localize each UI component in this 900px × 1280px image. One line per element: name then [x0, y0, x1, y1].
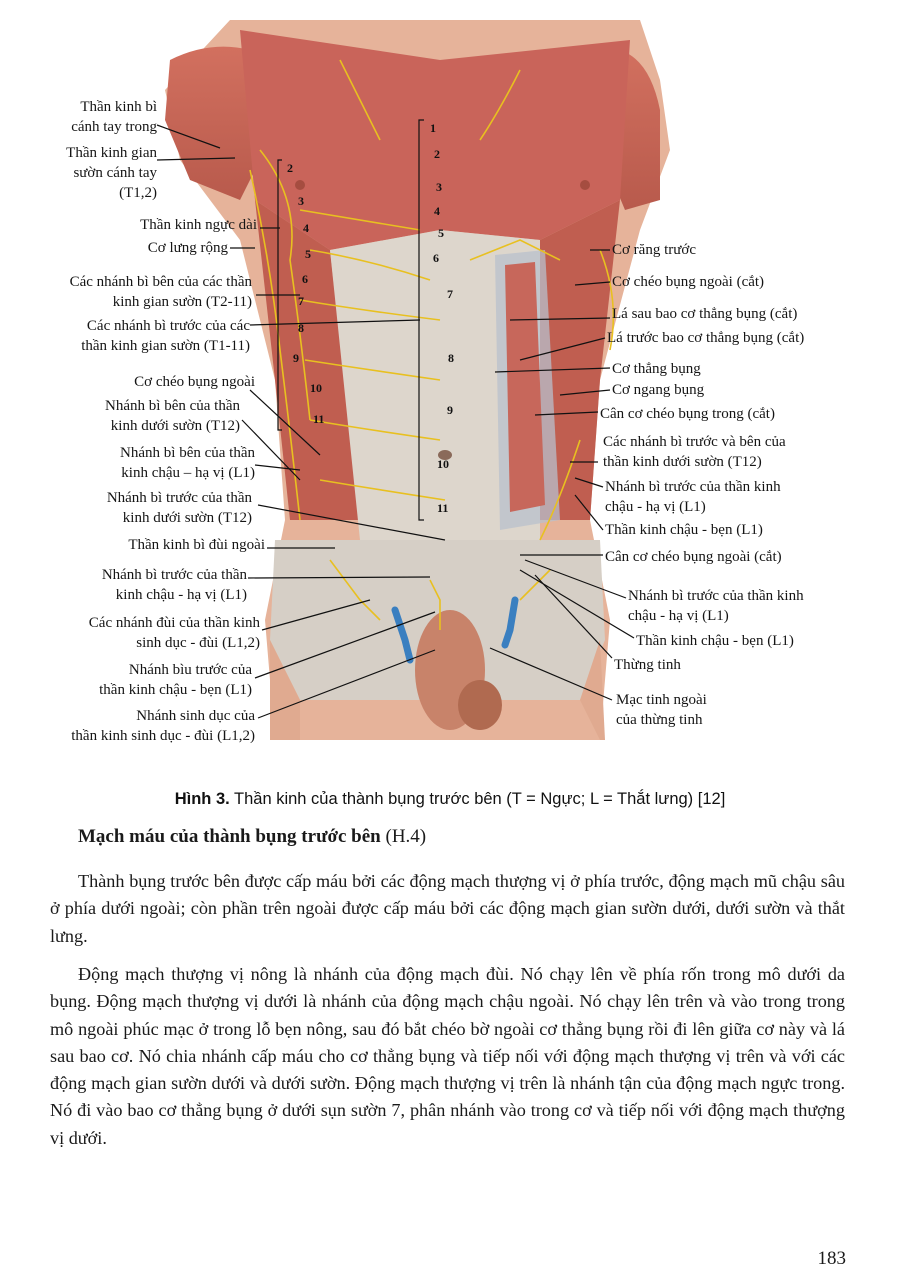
label-line: Nhánh bì trước của thần: [101, 567, 247, 583]
label-line: Thần kinh ngực dài: [140, 217, 257, 233]
right-label-3: [612, 304, 797, 324]
label-line: Nhánh bìu trước của: [128, 662, 252, 678]
label-line: Thần kinh chậu - bẹn (L1): [605, 522, 763, 538]
right-label-8: [603, 432, 786, 472]
center-segment-number: 11: [437, 501, 449, 515]
label-line: kinh dưới sườn (T12): [110, 418, 240, 434]
label-line: Nhánh bì trước của thần: [106, 490, 252, 506]
left-label-11: [128, 535, 265, 555]
paragraph-1: Thành bụng trước bên được cấp máu bởi các động mạch thượng vị ở phía trước, động mạch mũ chậu sâu ở phía dưới ngoài; còn phần trên ngoài được cấp máu bởi các động mạch gian sườn dưới, dưới sườn và thắt lưng.: [50, 871, 845, 946]
label-line: Các nhánh bì trước của các: [86, 318, 250, 334]
right-label-2: [612, 272, 764, 292]
center-segment-number: 3: [436, 180, 442, 194]
label-line: Cơ thẳng bụng: [612, 361, 701, 377]
left-label-13: [89, 613, 260, 653]
label-line: Cơ lưng rộng: [147, 240, 228, 256]
left-label-1: [71, 97, 157, 137]
caption-label: Hình 3.: [174, 790, 230, 808]
left-label-10: [107, 488, 252, 528]
label-line: Thần kinh bì: [80, 99, 157, 115]
label-line: Các nhánh bì bên của các thần: [69, 274, 252, 290]
label-line: Thần kinh gian: [66, 145, 157, 161]
label-line: (T1,2): [119, 185, 157, 201]
center-segment-number: 2: [434, 147, 440, 161]
label-line: Các nhánh bì trước và bên của: [603, 434, 786, 450]
center-segment-number: 4: [434, 204, 440, 218]
label-line: chậu - hạ vị (L1): [628, 608, 729, 624]
left-label-15: [71, 706, 255, 746]
label-line: Nhánh sinh dục của: [136, 708, 255, 724]
right-label-12: [628, 586, 804, 626]
label-line: thần kinh sinh dục - đùi (L1,2): [71, 728, 255, 744]
left-label-8: [105, 396, 240, 436]
label-line: Cơ chéo bụng ngoài (cắt): [612, 274, 765, 290]
left-label-9: [120, 443, 255, 483]
label-line: kinh dưới sườn (T12): [122, 510, 252, 526]
label-line: Các nhánh đùi của thần kinh: [88, 615, 260, 631]
left-label-5: [70, 272, 252, 312]
label-line: sườn cánh tay: [73, 165, 157, 181]
center-segment-number: 10: [437, 457, 449, 471]
right-label-9: [605, 477, 781, 517]
right-label-1: [612, 240, 696, 260]
right-label-15: [616, 690, 707, 730]
label-line: thần kinh chậu - bẹn (L1): [99, 682, 252, 698]
label-line: chậu - hạ vị (L1): [605, 499, 706, 515]
label-line: Cơ răng trước: [612, 242, 696, 258]
label-line: kinh chậu – hạ vị (L1): [121, 465, 255, 481]
left-segment-number: 2: [287, 161, 293, 175]
left-segment-number: 10: [310, 381, 322, 395]
left-segment-number: 6: [302, 272, 308, 286]
label-line: Thần kinh bì đùi ngoài: [128, 537, 265, 553]
label-line: Cân cơ chéo bụng trong (cắt): [600, 406, 775, 422]
figure-caption: [0, 790, 900, 809]
right-label-7: [600, 404, 775, 424]
label-line: Cơ ngang bụng: [612, 382, 705, 398]
left-segment-number: 9: [293, 351, 299, 365]
center-segment-number: 8: [448, 351, 454, 365]
right-label-10: [605, 520, 763, 540]
label-line: Lá trước bao cơ thẳng bụng (cắt): [607, 330, 805, 346]
center-segment-number: 5: [438, 226, 444, 240]
left-label-3: [140, 215, 257, 235]
left-label-6: [81, 316, 250, 356]
label-line: thần kinh gian sườn (T1-11): [81, 338, 250, 354]
label-line: của thừng tinh: [616, 712, 703, 728]
section-title: Mạch máu của thành bụng trước bên: [78, 826, 381, 847]
label-line: Nhánh bì bên của thần: [120, 445, 255, 461]
paragraph-2: Động mạch thượng vị nông là nhánh của động mạch đùi. Nó chạy lên về phía rốn trong mô dưới da bụng. Động mạch thượng vị dưới là nhánh của động mạch chậu ngoài. Nó chạy lên trên và vào trong trong mô ngoài phúc mạc ở trong lỗ bẹn nông, sau đó bắt chéo bờ ngoài cơ thẳng bụng rồi đi lên giữa cơ này và lá sau bao cơ. Nó chia nhánh cấp máu cho cơ thẳng bụng và tiếp nối với động mạch thượng vị trên và với các động mạch gian sườn dưới và dưới sườn. Động mạch thượng vị trên là nhánh tận của động mạch ngực trong. Nó đi vào bao cơ thẳng bụng ở dưới sụn sườn 7, phân nhánh vào trong cơ và tiếp nối với động mạch thượng vị dưới.: [50, 964, 845, 1148]
left-segment-number: 7: [298, 294, 304, 308]
label-line: sinh dục - đùi (L1,2): [136, 635, 260, 651]
left-segment-number: 4: [303, 221, 309, 235]
label-line: Thừng tinh: [614, 657, 681, 673]
label-line: Nhánh bì trước của thần kinh: [605, 479, 781, 495]
label-line: Thần kinh chậu - bẹn (L1): [636, 633, 794, 649]
right-label-14: [614, 655, 681, 675]
left-label-4: [148, 238, 228, 258]
right-label-13: [636, 631, 794, 651]
label-line: Nhánh bì bên của thần: [105, 398, 240, 414]
right-label-5: [612, 359, 701, 379]
left-segment-number: 3: [298, 194, 304, 208]
center-segment-number: 6: [433, 251, 439, 265]
label-line: kinh chậu - hạ vị (L1): [115, 587, 247, 603]
page-number: 183: [817, 1248, 846, 1269]
left-label-7: [134, 372, 255, 392]
left-label-14: [99, 660, 252, 700]
right-label-6: [612, 380, 704, 400]
label-line: Cân cơ chéo bụng ngoài (cắt): [605, 549, 782, 565]
right-label-11: [605, 547, 782, 567]
section-heading: [78, 826, 426, 848]
right-label-4: [607, 328, 804, 348]
label-line: Nhánh bì trước của thần kinh: [628, 588, 804, 604]
center-segment-number: 7: [447, 287, 453, 301]
center-segment-number: 9: [447, 403, 453, 417]
label-line: kinh gian sườn (T2-11): [112, 294, 252, 310]
left-segment-number: 5: [305, 247, 311, 261]
left-segment-number: 11: [313, 412, 325, 426]
label-line: Mạc tinh ngoài: [616, 692, 707, 708]
left-segment-number: 8: [298, 321, 304, 335]
center-segment-number: 1: [430, 121, 436, 135]
label-line: thần kinh dưới sườn (T12): [603, 454, 762, 470]
section-ref: (H.4): [385, 826, 427, 847]
caption-text: Thần kinh của thành bụng trước bên (T = Ngực; L = Thắt lưng) [12]: [234, 790, 726, 808]
left-label-12: [102, 565, 247, 605]
label-line: Cơ chéo bụng ngoài: [134, 374, 255, 390]
label-line: cánh tay trong: [71, 119, 157, 135]
label-line: Lá sau bao cơ thẳng bụng (cắt): [612, 306, 798, 322]
left-label-2: [66, 143, 157, 203]
